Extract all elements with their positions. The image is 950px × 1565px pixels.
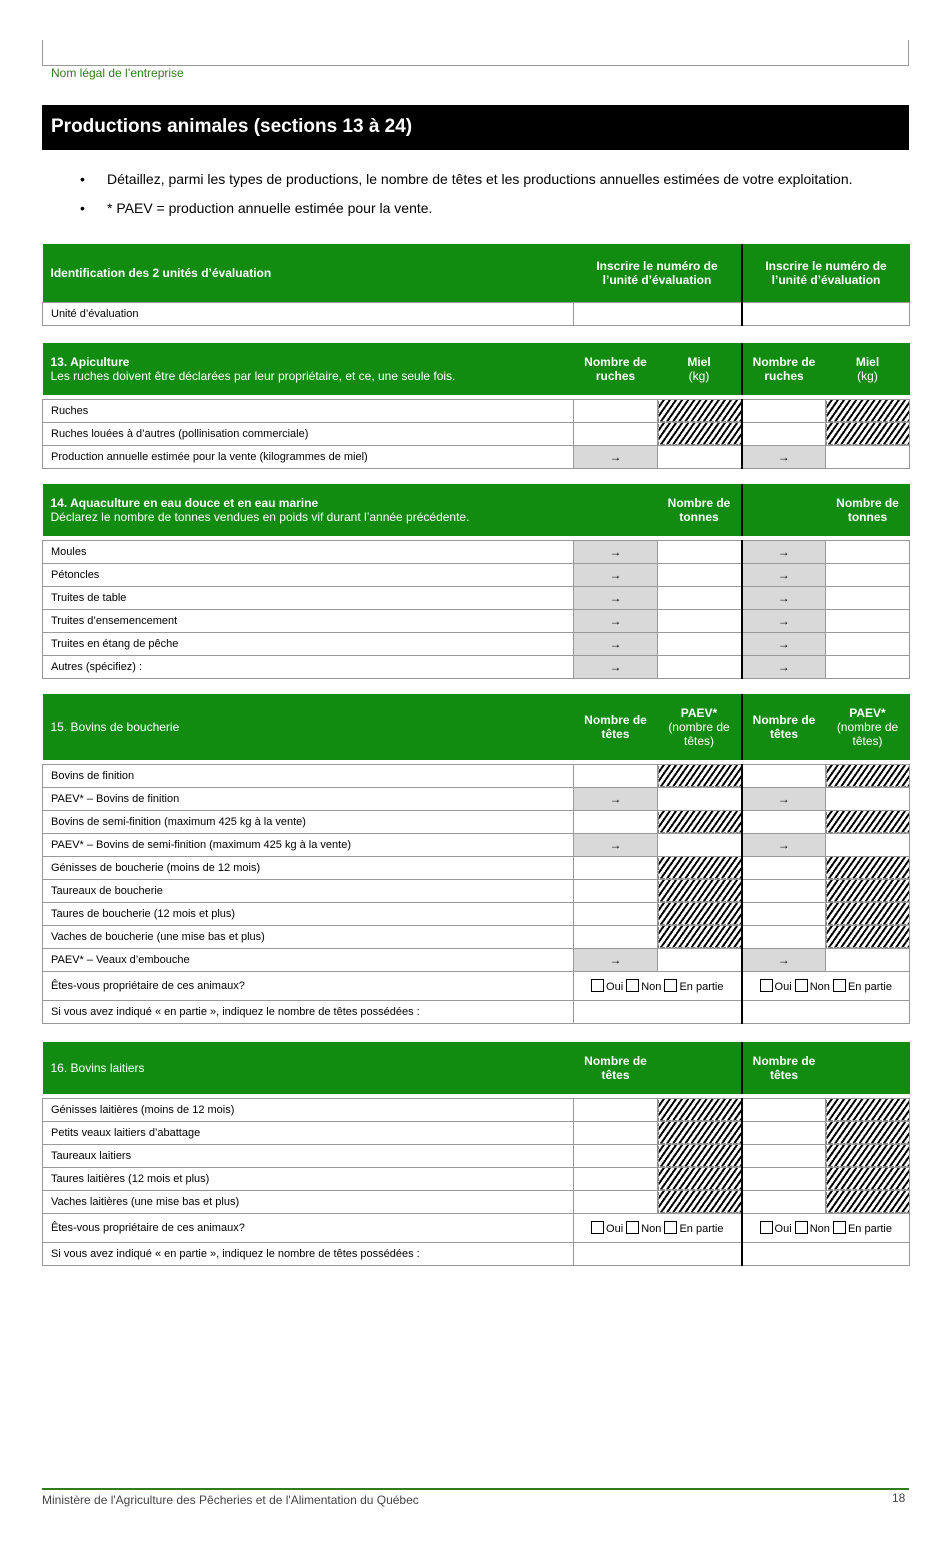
input[interactable] (742, 879, 826, 902)
input[interactable] (658, 948, 742, 971)
legal-name-field[interactable] (42, 40, 909, 66)
hatched-cell (658, 1167, 742, 1190)
arrow-icon: → (574, 609, 658, 632)
input[interactable] (826, 833, 910, 856)
s16-row: Petits veaux laitiers d’abattage (43, 1121, 574, 1144)
input[interactable] (574, 1144, 658, 1167)
s13-c4: Miel (kg) (826, 343, 910, 395)
checkbox-non[interactable] (626, 979, 639, 992)
s15-c2: PAEV* (nombre de têtes) (658, 694, 742, 760)
s14-row: Autres (spécifiez) : (43, 655, 574, 678)
s16-row: Taureaux laitiers (43, 1144, 574, 1167)
input[interactable] (826, 586, 910, 609)
input[interactable] (574, 1000, 742, 1023)
s16-row: Vaches laitières (une mise bas et plus) (43, 1190, 574, 1213)
s15-title: 15. Bovins de boucherie (43, 694, 574, 760)
s15-row: Taureaux de boucherie (43, 879, 574, 902)
page-number: 18 (892, 1491, 906, 1505)
arrow-icon: → (574, 833, 658, 856)
input[interactable] (826, 787, 910, 810)
input[interactable] (658, 787, 742, 810)
s14-row: Moules (43, 540, 574, 563)
input[interactable] (574, 856, 658, 879)
input[interactable] (742, 856, 826, 879)
s13-title: 13. Apiculture (50, 355, 130, 369)
s15-own-label: Êtes-vous propriétaire de ces animaux? (43, 971, 574, 1000)
hatched-cell (658, 1121, 742, 1144)
hatched-cell (826, 399, 910, 422)
input[interactable] (574, 1167, 658, 1190)
hatched-cell (826, 1144, 910, 1167)
s15-c3: Nombre de têtes (742, 694, 826, 760)
ident-input-1[interactable] (574, 302, 742, 325)
ident-title: Identification des 2 unités d’évaluation (43, 244, 574, 302)
s15-row: Bovins de semi-finition (maximum 425 kg à la vente) (43, 810, 574, 833)
hatched-cell (826, 1167, 910, 1190)
input[interactable] (574, 810, 658, 833)
arrow-icon: → (742, 563, 826, 586)
instruction-item: • Détaillez, parmi les types de productions, le nombre de têtes et les productions annuelles estimées de votre exploitation. (80, 170, 853, 199)
hatched-cell (826, 856, 910, 879)
arrow-icon: → (742, 445, 826, 468)
footer-divider (42, 1488, 909, 1490)
legal-name-label: Nom légal de l’entreprise (51, 66, 184, 80)
s14-row: Truites en étang de pêche (43, 632, 574, 655)
input[interactable] (574, 1121, 658, 1144)
input[interactable] (574, 1098, 658, 1121)
input[interactable] (742, 925, 826, 948)
input[interactable] (742, 1000, 910, 1023)
ident-input-2[interactable] (742, 302, 910, 325)
hatched-cell (658, 764, 742, 787)
arrow-icon: → (574, 540, 658, 563)
input[interactable] (742, 1098, 826, 1121)
input[interactable] (574, 902, 658, 925)
s15-c4: PAEV* (nombre de têtes) (826, 694, 910, 760)
s14-title: 14. Aquaculture en eau douce et en eau marine (50, 496, 319, 510)
s16-own-options-1[interactable]: Oui Non En partie (574, 1213, 742, 1242)
s13-row: Production annuelle estimée pour la vente (kilogrammes de miel) (43, 445, 574, 468)
input[interactable] (574, 399, 658, 422)
hatched-cell (826, 810, 910, 833)
arrow-icon: → (574, 787, 658, 810)
checkbox-oui[interactable] (760, 1221, 773, 1234)
s14-c1: Nombre de tonnes (658, 484, 742, 536)
s16-row: Taures laitières (12 mois et plus) (43, 1167, 574, 1190)
footer-text: Ministère de l'Agriculture des Pêcheries et de l'Alimentation du Québec (42, 1493, 419, 1507)
input[interactable] (658, 632, 742, 655)
s15-row: Vaches de boucherie (une mise bas et plus) (43, 925, 574, 948)
input[interactable] (658, 609, 742, 632)
hatched-cell (826, 879, 910, 902)
input[interactable] (742, 1190, 826, 1213)
input[interactable] (826, 563, 910, 586)
s13-c1: Nombre de ruches (574, 343, 658, 395)
input[interactable] (826, 655, 910, 678)
input[interactable] (826, 948, 910, 971)
arrow-icon: → (574, 655, 658, 678)
input[interactable] (658, 445, 742, 468)
s14-header (43, 484, 574, 536)
s16-title: 16. Bovins laitiers (43, 1042, 574, 1094)
input[interactable] (742, 1167, 826, 1190)
input[interactable] (574, 422, 658, 445)
s16-own-label: Êtes-vous propriétaire de ces animaux? (43, 1213, 574, 1242)
input[interactable] (658, 586, 742, 609)
input[interactable] (826, 540, 910, 563)
s13-header (43, 343, 574, 395)
checkbox-oui[interactable] (591, 1221, 604, 1234)
input[interactable] (742, 422, 826, 445)
s16-part-label: Si vous avez indiqué « en partie », indiquez le nombre de têtes possédées : (43, 1242, 574, 1265)
hatched-cell (658, 1190, 742, 1213)
input[interactable] (574, 879, 658, 902)
hatched-cell (826, 764, 910, 787)
checkbox-oui[interactable] (591, 979, 604, 992)
arrow-icon: → (574, 563, 658, 586)
arrow-icon: → (574, 586, 658, 609)
arrow-icon: → (742, 540, 826, 563)
s14-row: Truites de table (43, 586, 574, 609)
s15-row: Taures de boucherie (12 mois et plus) (43, 902, 574, 925)
apiculture-table (42, 343, 910, 469)
input[interactable] (742, 764, 826, 787)
s15-own-options-1[interactable]: Oui Non En partie (574, 971, 742, 1000)
input[interactable] (742, 902, 826, 925)
s14-row: Pétoncles (43, 563, 574, 586)
ident-col-2: Inscrire le numéro de l’unité d’évaluation (742, 244, 910, 302)
input[interactable] (826, 609, 910, 632)
arrow-icon: → (742, 609, 826, 632)
s13-row: Ruches (43, 399, 574, 422)
input[interactable] (742, 1121, 826, 1144)
input[interactable] (742, 1144, 826, 1167)
hatched-cell (658, 1098, 742, 1121)
s15-c1: Nombre de têtes (574, 694, 658, 760)
checkbox-partie[interactable] (664, 979, 677, 992)
arrow-icon: → (742, 948, 826, 971)
instruction-item: • * PAEV = production annuelle estimée pour la vente. (80, 199, 853, 228)
hatched-cell (658, 856, 742, 879)
arrow-icon: → (574, 632, 658, 655)
s15-row: PAEV* – Bovins de finition (43, 787, 574, 810)
s13-row: Ruches louées à d’autres (pollinisation commerciale) (43, 422, 574, 445)
s15-row: PAEV* – Bovins de semi-finition (maximum 425 kg à la vente) (43, 833, 574, 856)
input[interactable] (658, 540, 742, 563)
beef-table (42, 694, 910, 1024)
s15-part-label: Si vous avez indiqué « en partie », indiquez le nombre de têtes possédées : (43, 1000, 574, 1023)
hatched-cell (826, 1098, 910, 1121)
ident-row-label: Unité d’évaluation (43, 302, 574, 325)
s16-c1: Nombre de têtes (574, 1042, 658, 1094)
s15-row: Génisses de boucherie (moins de 12 mois) (43, 856, 574, 879)
checkbox-oui[interactable] (760, 979, 773, 992)
s13-sub: Les ruches doivent être déclarées par leur propriétaire, et ce, une seule fois. (50, 369, 456, 383)
s16-row: Génisses laitières (moins de 12 mois) (43, 1098, 574, 1121)
hatched-cell (826, 1190, 910, 1213)
s15-row: Bovins de finition (43, 764, 574, 787)
arrow-icon: → (574, 445, 658, 468)
input[interactable] (826, 445, 910, 468)
s16-own-options-2[interactable]: Oui Non En partie (742, 1213, 910, 1242)
hatched-cell (658, 422, 742, 445)
s14-sub: Déclarez le nombre de tonnes vendues en poids vif durant l’année précédente. (50, 510, 470, 524)
section-banner: Productions animales (sections 13 à 24) (42, 105, 909, 150)
s15-row: PAEV* – Veaux d’embouche (43, 948, 574, 971)
hatched-cell (826, 902, 910, 925)
input[interactable] (574, 925, 658, 948)
input[interactable] (742, 1242, 910, 1265)
hatched-cell (826, 1121, 910, 1144)
s13-c3: Nombre de ruches (742, 343, 826, 395)
arrow-icon: → (742, 632, 826, 655)
ident-table (42, 244, 910, 326)
arrow-icon: → (742, 586, 826, 609)
hatched-cell (658, 925, 742, 948)
arrow-icon: → (742, 787, 826, 810)
input[interactable] (658, 833, 742, 856)
input[interactable] (658, 655, 742, 678)
input[interactable] (658, 563, 742, 586)
checkbox-partie[interactable] (664, 1221, 677, 1234)
aquaculture-table (42, 484, 910, 679)
checkbox-partie[interactable] (833, 1221, 846, 1234)
checkbox-non[interactable] (626, 1221, 639, 1234)
s15-own-options-2[interactable]: Oui Non En partie (742, 971, 910, 1000)
hatched-cell (658, 1144, 742, 1167)
input[interactable] (826, 632, 910, 655)
ident-col-1: Inscrire le numéro de l’unité d’évaluation (574, 244, 742, 302)
s14-c2: Nombre de tonnes (826, 484, 910, 536)
hatched-cell (658, 810, 742, 833)
input[interactable] (574, 764, 658, 787)
input[interactable] (574, 1242, 742, 1265)
instructions-list (80, 170, 853, 228)
checkbox-non[interactable] (795, 1221, 808, 1234)
input[interactable] (574, 1190, 658, 1213)
checkbox-partie[interactable] (833, 979, 846, 992)
arrow-icon: → (742, 833, 826, 856)
hatched-cell (658, 879, 742, 902)
s13-c2: Miel (kg) (658, 343, 742, 395)
dairy-table (42, 1042, 910, 1266)
hatched-cell (826, 422, 910, 445)
s14-row: Truites d’ensemencement (43, 609, 574, 632)
hatched-cell (826, 925, 910, 948)
s16-c2: Nombre de têtes (742, 1042, 826, 1094)
arrow-icon: → (574, 948, 658, 971)
checkbox-non[interactable] (795, 979, 808, 992)
input[interactable] (742, 399, 826, 422)
hatched-cell (658, 902, 742, 925)
input[interactable] (742, 810, 826, 833)
hatched-cell (658, 399, 742, 422)
arrow-icon: → (742, 655, 826, 678)
